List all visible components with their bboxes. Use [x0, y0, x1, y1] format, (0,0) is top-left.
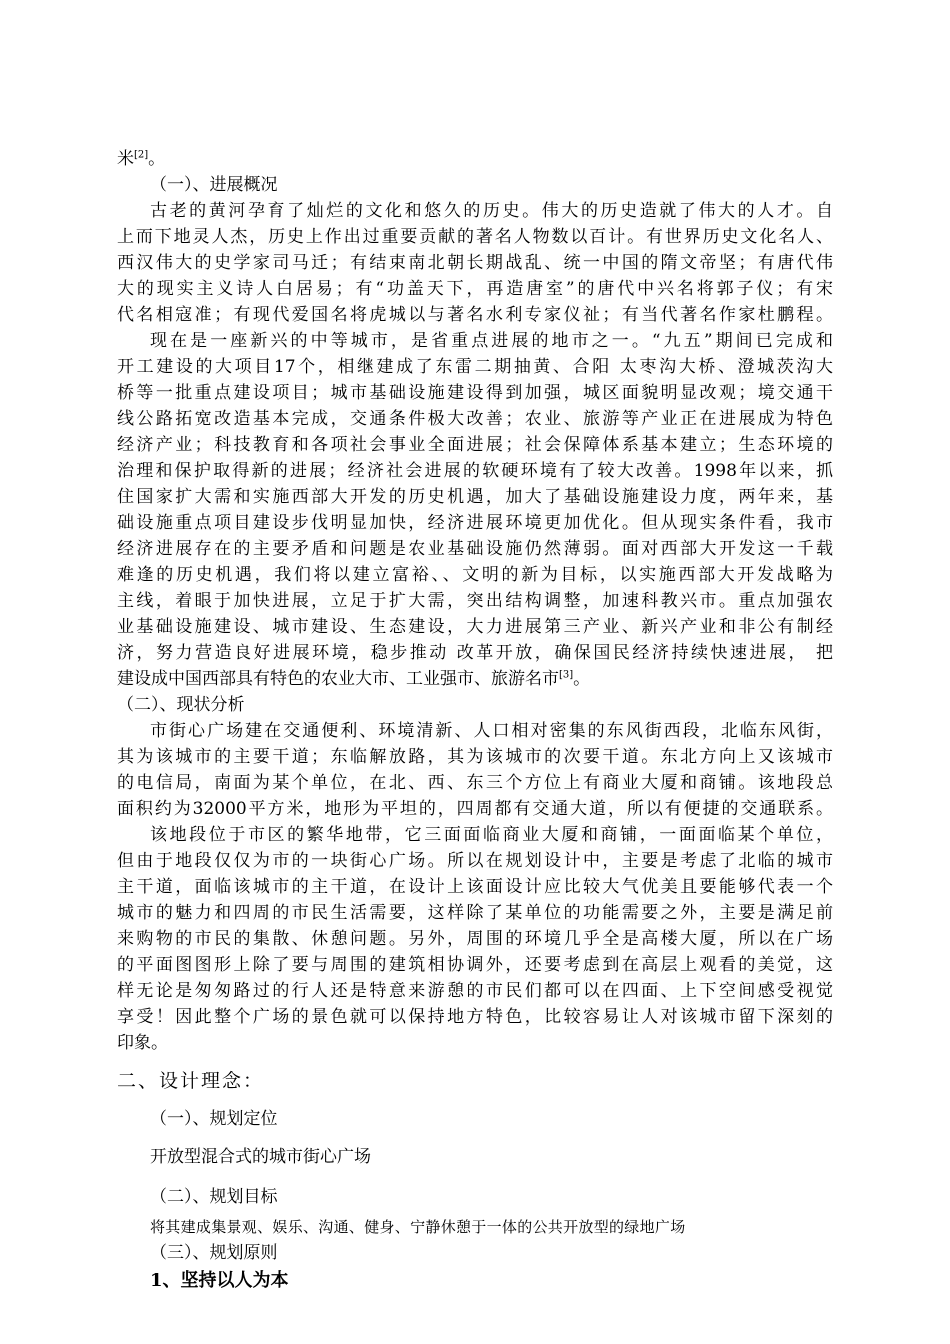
paragraph-line: 城市的魅力和四周的市民生活需要，这样除了某单位的功能需要之外，主要是满足前 [117, 903, 833, 923]
paragraph-line: 难逢的历史机遇，我们将以建立富裕、、文明的新为目标，以实施西部大开发战略为 [117, 565, 833, 585]
paragraph-line: 大的现实主义诗人白居易；有“功盖天下，再造唐室”的唐代中兴名将郭子仪；有宋 [117, 279, 833, 299]
section-heading-progress: （一）、进展概况 [150, 175, 278, 195]
chapter-heading-design-concept: 二、设计理念： [117, 1070, 265, 1092]
subheading-principles: （三）、规划原则 [150, 1243, 278, 1263]
paragraph-end: 。 [573, 669, 591, 689]
paragraph-line: 古老的黄河孕育了灿烂的文化和悠久的历史。伟大的历史造就了伟大的人才。自 [150, 201, 833, 221]
goal-text: 将其建成集景观、娱乐、沟通、健身、宁静休憩于一体的公共开放型的绿地广场 [150, 1218, 686, 1236]
paragraph-line: 经济产业；科技教育和各项社会事业全面进展；社会保障体系基本建立；生态环境的 [117, 435, 833, 455]
subheading-goal: （二）、规划目标 [150, 1187, 278, 1207]
paragraph-line: 享受！因此整个广场的景色就可以保持地方特色，比较容易让人对该城市留下深刻的 [117, 1007, 833, 1027]
intro-tail-text: 米 [117, 149, 134, 169]
paragraph-line: 主线，着眼于加快进展，立足于扩大需，突出结构调整，加速科教兴市。重点加强农 [117, 591, 833, 611]
paragraph-line-last: 印象。 [117, 1033, 168, 1053]
paragraph-line: 济，努力营造良好进展环境，稳步推动 改革开放，确保国民经济持续快速进展， 把 [117, 643, 833, 663]
paragraph-line: 其为该城市的主要干道；东临解放路，其为该城市的次要干道。东北方向上又该城市 [117, 747, 833, 767]
citation-ref: [2] [134, 149, 149, 161]
paragraph-line: 市街心广场建在交通便利、环境清新、人口相对密集的东风街西段，北临东风街， [150, 721, 833, 741]
paragraph-line: 来购物的市民的集散、休憩问题。另外，周围的环境几乎全是高楼大厦，所以在广场 [117, 929, 833, 949]
intro-tail-end: 。 [148, 149, 166, 169]
paragraph-line: 该地段位于市区的繁华地带，它三面面临商业大厦和商铺，一面面临某个单位， [150, 825, 833, 845]
paragraph-line: 治理和保护取得新的进展；经济社会进展的软硬环境有了较大改善。1998年以来，抓 [117, 461, 833, 481]
section-heading-status: （二）、现状分析 [117, 695, 245, 715]
paragraph-line: 的平面图图形上除了要与周围的建筑相协调外，还要考虑到在高层上观看的美觉，这 [117, 955, 833, 975]
paragraph-line: 代名相寇准；有现代爱国名将虎城以与著名水利专家仪祉；有当代著名作家杜鹏程。 [117, 305, 833, 325]
subheading-positioning: （一）、规划定位 [150, 1109, 278, 1129]
principle-item-1: 1、坚持以人为本 [150, 1270, 289, 1291]
paragraph-line: 业基础设施建设、城市建设、生态建设，大力进展第三产业、新兴产业和非公有制经 [117, 617, 833, 637]
paragraph-line: 经济进展存在的主要矛盾和问题是农业基础设施仍然薄弱。面对西部大开发这一千载 [117, 539, 833, 559]
paragraph-line: 住国家扩大需和实施西部大开发的历史机遇，加大了基础设施建设力度，两年来，基 [117, 487, 833, 507]
positioning-text: 开放型混合式的城市街心广场 [150, 1147, 371, 1167]
intro-tail [117, 146, 165, 172]
paragraph-line: 样无论是匆匆路过的行人还是特意来游憩的市民们都可以在四面、上下空间感受视觉 [117, 981, 833, 1001]
paragraph-line: 现在是一座新兴的中等城市，是省重点进展的地市之一。“九五”期间已完成和 [150, 331, 833, 351]
paragraph-line-last [117, 666, 590, 692]
paragraph-line: 的电信局，南面为某个单位，在北、西、东三个方位上有商业大厦和商铺。该地段总 [117, 773, 833, 793]
paragraph-line: 础设施重点项目建设步伐明显加快，经济进展环境更加优化。但从现实条件看，我市 [117, 513, 833, 533]
paragraph-line: 线公路拓宽改造基本完成，交通条件极大改善；农业、旅游等产业正在进展成为特色 [117, 409, 833, 429]
paragraph-line: 但由于地段仅仅为市的一块街心广场。所以在规划设计中，主要是考虑了北临的城市 [117, 851, 833, 871]
paragraph-line: 西汉伟大的史学家司马迁；有结束南北朝长期战乱、统一中国的隋文帝坚；有唐代伟 [117, 253, 833, 273]
paragraph-line: 桥等一批重点建设项目；城市基础设施建设得到加强，城区面貌明显改观；境交通干 [117, 383, 833, 403]
paragraph-line: 上而下地灵人杰，历史上作出过重要贡献的著名人物数以百计。有世界历史文化名人、 [117, 227, 833, 247]
paragraph-line: 主干道，面临该城市的主干道，在设计上该面设计应比较大气优美且要能够代表一个 [117, 877, 833, 897]
paragraph-line: 面积约为32000平方米，地形为平坦的，四周都有交通大道，所以有便捷的交通联系。 [117, 799, 833, 819]
paragraph-line: 开工建设的大项目17个，相继建成了东雷二期抽黄、合阳 太枣沟大桥、澄城茨沟大 [117, 357, 833, 377]
paragraph-text: 建设成中国西部具有特色的农业大市、工业强市、旅游名市 [117, 669, 559, 689]
citation-ref: [3] [559, 669, 574, 681]
